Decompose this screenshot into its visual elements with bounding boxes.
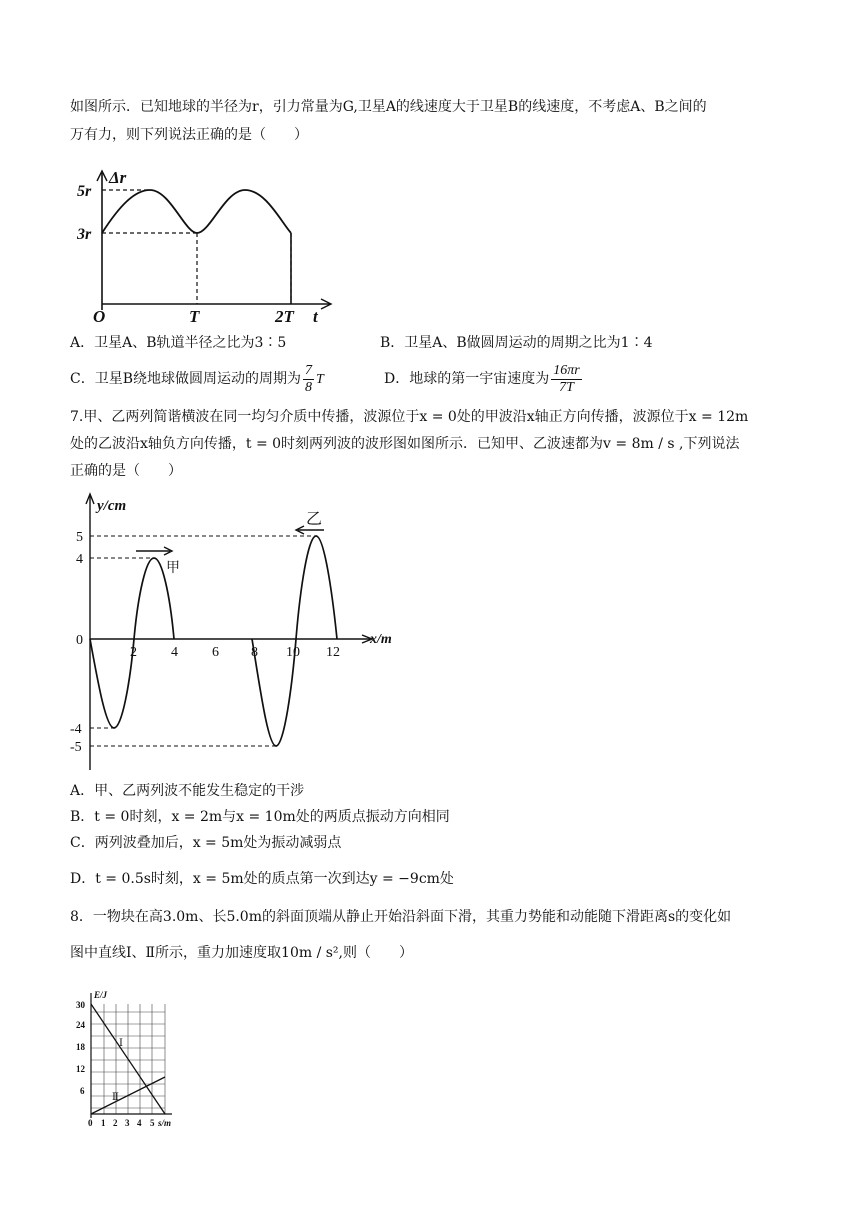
q6-graph (75, 165, 345, 325)
q6-y-axis-label: Δr (109, 168, 127, 187)
q7-label-yi: 乙 (306, 511, 323, 528)
q7-x-tick-12: 12 (326, 645, 340, 660)
q7-y-axis-label: y/cm (97, 498, 127, 514)
q8-stem-line2: 图中直线Ⅰ、Ⅱ所示，重力加速度取10m / s²,则（ ） (70, 945, 413, 961)
q8-x-tick-4: 4 (137, 1118, 142, 1128)
q8-x-tick-5: 5 (150, 1118, 155, 1128)
q8-y-tick-12: 12 (76, 1064, 85, 1074)
q8-x-axis-label: s/m (158, 1118, 172, 1128)
q6-option-c-text: C．卫星B绕地球做圆周运动的周期为 (70, 371, 301, 387)
q7-x-tick-6: 6 (212, 645, 219, 660)
q6-y-tick-5r: 5r (77, 183, 92, 200)
q7-stem-line3: 正确的是（ ） (70, 463, 182, 479)
q6-x-tick-o: O (93, 307, 106, 326)
q7-y-tick-neg4: -4 (70, 722, 82, 737)
q7-y-tick-neg5: -5 (70, 740, 82, 755)
q7-y-tick-5: 5 (76, 530, 83, 545)
q6-stem-line2: 万有力，则下列说法正确的是（ ） (70, 127, 308, 143)
q6-option-d-text: D．地球的第一宇宙速度为 (384, 371, 550, 387)
q8-x-tick-0: 0 (88, 1118, 93, 1128)
q7-x-axis-label: x/m (370, 632, 392, 647)
q7-x-tick-8: 8 (251, 645, 258, 660)
q6-option-c-numerator: 7 (305, 362, 312, 378)
q6-option-b: B．卫星A、B做圆周运动的周期之比为1∶4 (380, 335, 653, 351)
q6-option-d-fraction (551, 363, 581, 396)
q6-stem-line1: 如图所示．已知地球的半径为r，引力常量为G,卫星A的线速度大于卫星B的线速度，不考虑A、B之间的 (70, 99, 707, 115)
q7-y-tick-4: 4 (76, 552, 83, 567)
q8-y-tick-6: 6 (80, 1086, 85, 1096)
q8-graph (74, 988, 194, 1128)
q8-stem-line1: 8．一物块在高3.0m、长5.0m的斜面顶端从静止开始沿斜面下滑，其重力势能和动能随下滑距离s的变化如 (70, 909, 732, 925)
q6-x-tick-t: T (189, 307, 200, 326)
q8-line-1-label: Ⅰ (119, 1038, 123, 1049)
q6-option-c (70, 358, 324, 401)
q6-option-a: A．卫星A、B轨道半径之比为3∶5 (70, 335, 287, 351)
q8-y-tick-30: 30 (76, 1000, 85, 1010)
q6-option-d-numerator: 16πr (553, 362, 580, 378)
q7-option-a: A．甲、乙两列波不能发生稳定的干涉 (70, 783, 305, 799)
q6-option-c-fraction (303, 363, 314, 396)
q8-y-axis-label: E/J (94, 990, 108, 1000)
q7-x-tick-2: 2 (130, 645, 137, 660)
q7-x-tick-4: 4 (171, 645, 178, 660)
q8-x-tick-1: 1 (101, 1118, 106, 1128)
q8-line-2-label: Ⅱ (112, 1092, 119, 1103)
q6-option-d-denominator: 7T (559, 379, 574, 395)
q6-y-tick-3r: 3r (77, 226, 92, 243)
q6-x-axis-label: t (313, 307, 318, 326)
q8-x-tick-2: 2 (113, 1118, 118, 1128)
q7-stem-line2: 处的乙波沿x轴负方向传播，t = 0时刻两列波的波形图如图所示．已知甲、乙波速都为v = 8m / s ,下列说法 (70, 436, 740, 452)
q7-option-b: B．t = 0时刻，x = 2m与x = 10m处的两质点振动方向相同 (70, 809, 450, 825)
q7-graph (70, 488, 410, 778)
q7-option-c: C．两列波叠加后，x = 5m处为振动减弱点 (70, 835, 342, 851)
q7-option-d: D．t = 0.5s时刻，x = 5m处的质点第一次到达y = −9cm处 (70, 871, 454, 887)
q6-x-tick-2t: 2T (275, 307, 294, 326)
q7-stem-line1: 7.甲、乙两列简谐横波在同一均匀介质中传播，波源位于x = 0处的甲波沿x轴正方向传播，波源位于x = 12m (70, 409, 749, 425)
q7-y-tick-0: 0 (76, 633, 83, 648)
q8-y-tick-24: 24 (76, 1020, 85, 1030)
q7-x-tick-10: 10 (286, 645, 300, 660)
q8-x-tick-3: 3 (125, 1118, 130, 1128)
q6-option-c-denominator: 8 (305, 379, 312, 395)
q6-option-d (384, 358, 584, 400)
q7-label-jia: 甲 (166, 561, 180, 576)
q8-y-tick-18: 18 (76, 1042, 85, 1052)
q6-option-c-suffix: T (316, 372, 324, 387)
